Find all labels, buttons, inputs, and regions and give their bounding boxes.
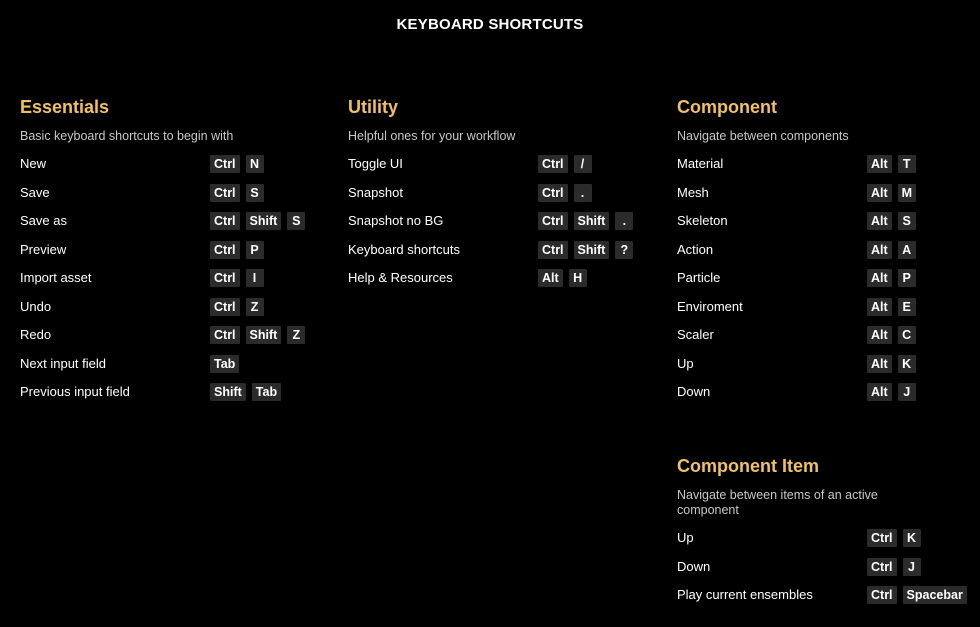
key-cap: H bbox=[569, 269, 587, 287]
section-utility bbox=[348, 96, 648, 293]
shortcut-label: Scaler bbox=[677, 327, 714, 342]
key-cap: Ctrl bbox=[867, 586, 897, 604]
shortcut-row bbox=[348, 150, 648, 179]
shortcut-label: Play current ensembles bbox=[677, 587, 813, 602]
key-cap: Ctrl bbox=[210, 184, 240, 202]
shortcut-label: Snapshot no BG bbox=[348, 213, 444, 228]
key-cap: Shift bbox=[574, 212, 610, 230]
shortcut-row bbox=[677, 378, 977, 407]
key-cap: Shift bbox=[246, 326, 282, 344]
shortcut-label: Previous input field bbox=[20, 384, 130, 399]
key-cap: Z bbox=[287, 326, 305, 344]
shortcut-row bbox=[677, 581, 977, 610]
shortcut-list bbox=[348, 150, 648, 293]
key-combo bbox=[210, 269, 264, 287]
shortcut-label: Help & Resources bbox=[348, 270, 453, 285]
key-combo bbox=[538, 184, 592, 202]
key-combo bbox=[867, 529, 921, 547]
shortcut-label: Save as bbox=[20, 213, 67, 228]
key-cap: P bbox=[246, 241, 264, 259]
shortcut-row bbox=[20, 179, 320, 208]
key-cap: K bbox=[903, 529, 921, 547]
shortcut-label: Import asset bbox=[20, 270, 92, 285]
shortcut-label: Save bbox=[20, 184, 50, 200]
key-cap: P bbox=[898, 269, 916, 287]
key-combo bbox=[867, 155, 916, 173]
key-cap: Ctrl bbox=[210, 326, 240, 344]
shortcut-label: Undo bbox=[20, 298, 52, 314]
key-cap: Tab bbox=[210, 355, 239, 373]
shortcut-label: New bbox=[20, 156, 47, 171]
section-description: Helpful ones for your workflow bbox=[348, 129, 516, 143]
key-cap: Tab bbox=[252, 383, 281, 401]
shortcut-label: Up bbox=[677, 355, 694, 371]
key-combo bbox=[538, 155, 592, 173]
key-cap: Shift bbox=[210, 383, 246, 401]
key-cap: ? bbox=[615, 241, 633, 259]
shortcut-row bbox=[677, 236, 977, 265]
key-combo bbox=[210, 298, 264, 316]
key-cap: . bbox=[615, 212, 633, 230]
shortcut-label: Keyboard shortcuts bbox=[348, 241, 461, 257]
shortcut-row bbox=[348, 207, 648, 236]
key-combo bbox=[867, 298, 916, 316]
shortcut-row bbox=[20, 150, 320, 179]
key-cap: Alt bbox=[867, 326, 892, 344]
shortcut-label: Enviroment bbox=[677, 298, 743, 314]
key-cap: J bbox=[903, 558, 921, 576]
key-cap: S bbox=[287, 212, 305, 230]
shortcut-row bbox=[348, 179, 648, 208]
shortcut-row bbox=[677, 179, 977, 208]
shortcut-label: Skeleton bbox=[677, 213, 728, 228]
key-combo bbox=[538, 269, 587, 287]
section-title: Component Item bbox=[677, 456, 819, 476]
shortcut-row bbox=[20, 264, 320, 293]
shortcut-row bbox=[677, 293, 977, 322]
key-combo bbox=[867, 586, 967, 604]
shortcut-row bbox=[677, 264, 977, 293]
shortcut-label: Action bbox=[677, 241, 714, 257]
key-cap: S bbox=[246, 184, 264, 202]
shortcut-row bbox=[20, 378, 320, 407]
key-cap: A bbox=[898, 241, 916, 259]
key-cap: Alt bbox=[867, 241, 892, 259]
key-combo bbox=[867, 355, 916, 373]
shortcut-row bbox=[20, 321, 320, 350]
key-cap: Ctrl bbox=[867, 529, 897, 547]
shortcut-row bbox=[20, 236, 320, 265]
key-cap: Shift bbox=[246, 212, 282, 230]
key-cap: Ctrl bbox=[538, 241, 568, 259]
key-cap: Ctrl bbox=[210, 212, 240, 230]
key-cap: I bbox=[246, 269, 264, 287]
section-component-item bbox=[677, 455, 977, 610]
key-cap: Shift bbox=[574, 241, 610, 259]
key-combo bbox=[538, 212, 633, 230]
shortcut-row bbox=[677, 524, 977, 553]
key-cap: N bbox=[246, 155, 264, 173]
key-cap: Alt bbox=[867, 355, 892, 373]
shortcut-row bbox=[348, 236, 648, 265]
shortcut-label: Down bbox=[677, 384, 711, 399]
key-cap: Spacebar bbox=[903, 586, 967, 604]
shortcut-row bbox=[20, 293, 320, 322]
key-cap: Alt bbox=[867, 383, 892, 401]
section-essentials bbox=[20, 96, 320, 407]
section-description: Basic keyboard shortcuts to begin with bbox=[20, 129, 234, 143]
key-combo bbox=[210, 383, 281, 401]
key-cap: Ctrl bbox=[867, 558, 897, 576]
key-combo bbox=[210, 155, 264, 173]
shortcut-label: Snapshot bbox=[348, 184, 403, 200]
shortcut-label: Mesh bbox=[677, 184, 709, 200]
shortcut-list bbox=[677, 150, 977, 407]
key-cap: M bbox=[898, 184, 916, 202]
shortcut-label: Material bbox=[677, 156, 724, 171]
shortcut-row bbox=[677, 207, 977, 236]
key-cap: / bbox=[574, 155, 592, 173]
key-cap: S bbox=[898, 212, 916, 230]
key-combo bbox=[210, 326, 305, 344]
shortcut-row bbox=[20, 350, 320, 379]
section-description: Navigate between items of an active component bbox=[677, 488, 878, 517]
key-cap: Z bbox=[246, 298, 264, 316]
key-combo bbox=[867, 241, 916, 259]
shortcut-label: Preview bbox=[20, 241, 67, 257]
key-cap: K bbox=[898, 355, 916, 373]
key-cap: Ctrl bbox=[538, 155, 568, 173]
shortcut-label: Redo bbox=[20, 327, 52, 342]
key-cap: Ctrl bbox=[538, 184, 568, 202]
key-cap: E bbox=[898, 298, 916, 316]
key-cap: Alt bbox=[867, 212, 892, 230]
key-combo bbox=[210, 355, 239, 373]
section-component bbox=[677, 96, 977, 407]
shortcut-row bbox=[348, 264, 648, 293]
key-cap: Alt bbox=[867, 155, 892, 173]
section-description: Navigate between components bbox=[677, 129, 849, 143]
shortcut-label: Up bbox=[677, 530, 694, 545]
key-combo bbox=[210, 241, 264, 259]
shortcut-row bbox=[20, 207, 320, 236]
shortcut-row bbox=[677, 321, 977, 350]
shortcut-row bbox=[677, 553, 977, 582]
shortcut-list bbox=[20, 150, 320, 407]
key-combo bbox=[867, 383, 916, 401]
key-cap: Ctrl bbox=[210, 298, 240, 316]
key-cap: . bbox=[574, 184, 592, 202]
key-combo bbox=[867, 212, 916, 230]
shortcut-row bbox=[677, 350, 977, 379]
section-title: Essentials bbox=[20, 97, 110, 117]
key-cap: Alt bbox=[867, 184, 892, 202]
key-combo bbox=[210, 212, 305, 230]
key-combo bbox=[210, 184, 264, 202]
key-combo bbox=[867, 269, 916, 287]
key-cap: Ctrl bbox=[210, 155, 240, 173]
key-cap: Ctrl bbox=[210, 269, 240, 287]
shortcut-label: Next input field bbox=[20, 355, 106, 371]
shortcut-row bbox=[677, 150, 977, 179]
key-combo bbox=[867, 558, 921, 576]
key-combo bbox=[538, 241, 633, 259]
page-title: KEYBOARD SHORTCUTS bbox=[396, 16, 584, 33]
key-cap: Alt bbox=[867, 298, 892, 316]
key-cap: Alt bbox=[538, 269, 563, 287]
key-combo bbox=[867, 326, 916, 344]
section-title: Utility bbox=[348, 97, 399, 117]
shortcut-label: Down bbox=[677, 558, 711, 574]
shortcut-list bbox=[677, 524, 977, 610]
key-combo bbox=[867, 184, 916, 202]
key-cap: T bbox=[898, 155, 916, 173]
shortcut-label: Toggle UI bbox=[348, 156, 403, 171]
shortcut-label: Particle bbox=[677, 270, 721, 285]
key-cap: Ctrl bbox=[538, 212, 568, 230]
key-cap: Ctrl bbox=[210, 241, 240, 259]
key-cap: C bbox=[898, 326, 916, 344]
section-title: Component bbox=[677, 97, 777, 117]
key-cap: Alt bbox=[867, 269, 892, 287]
key-cap: J bbox=[898, 383, 916, 401]
